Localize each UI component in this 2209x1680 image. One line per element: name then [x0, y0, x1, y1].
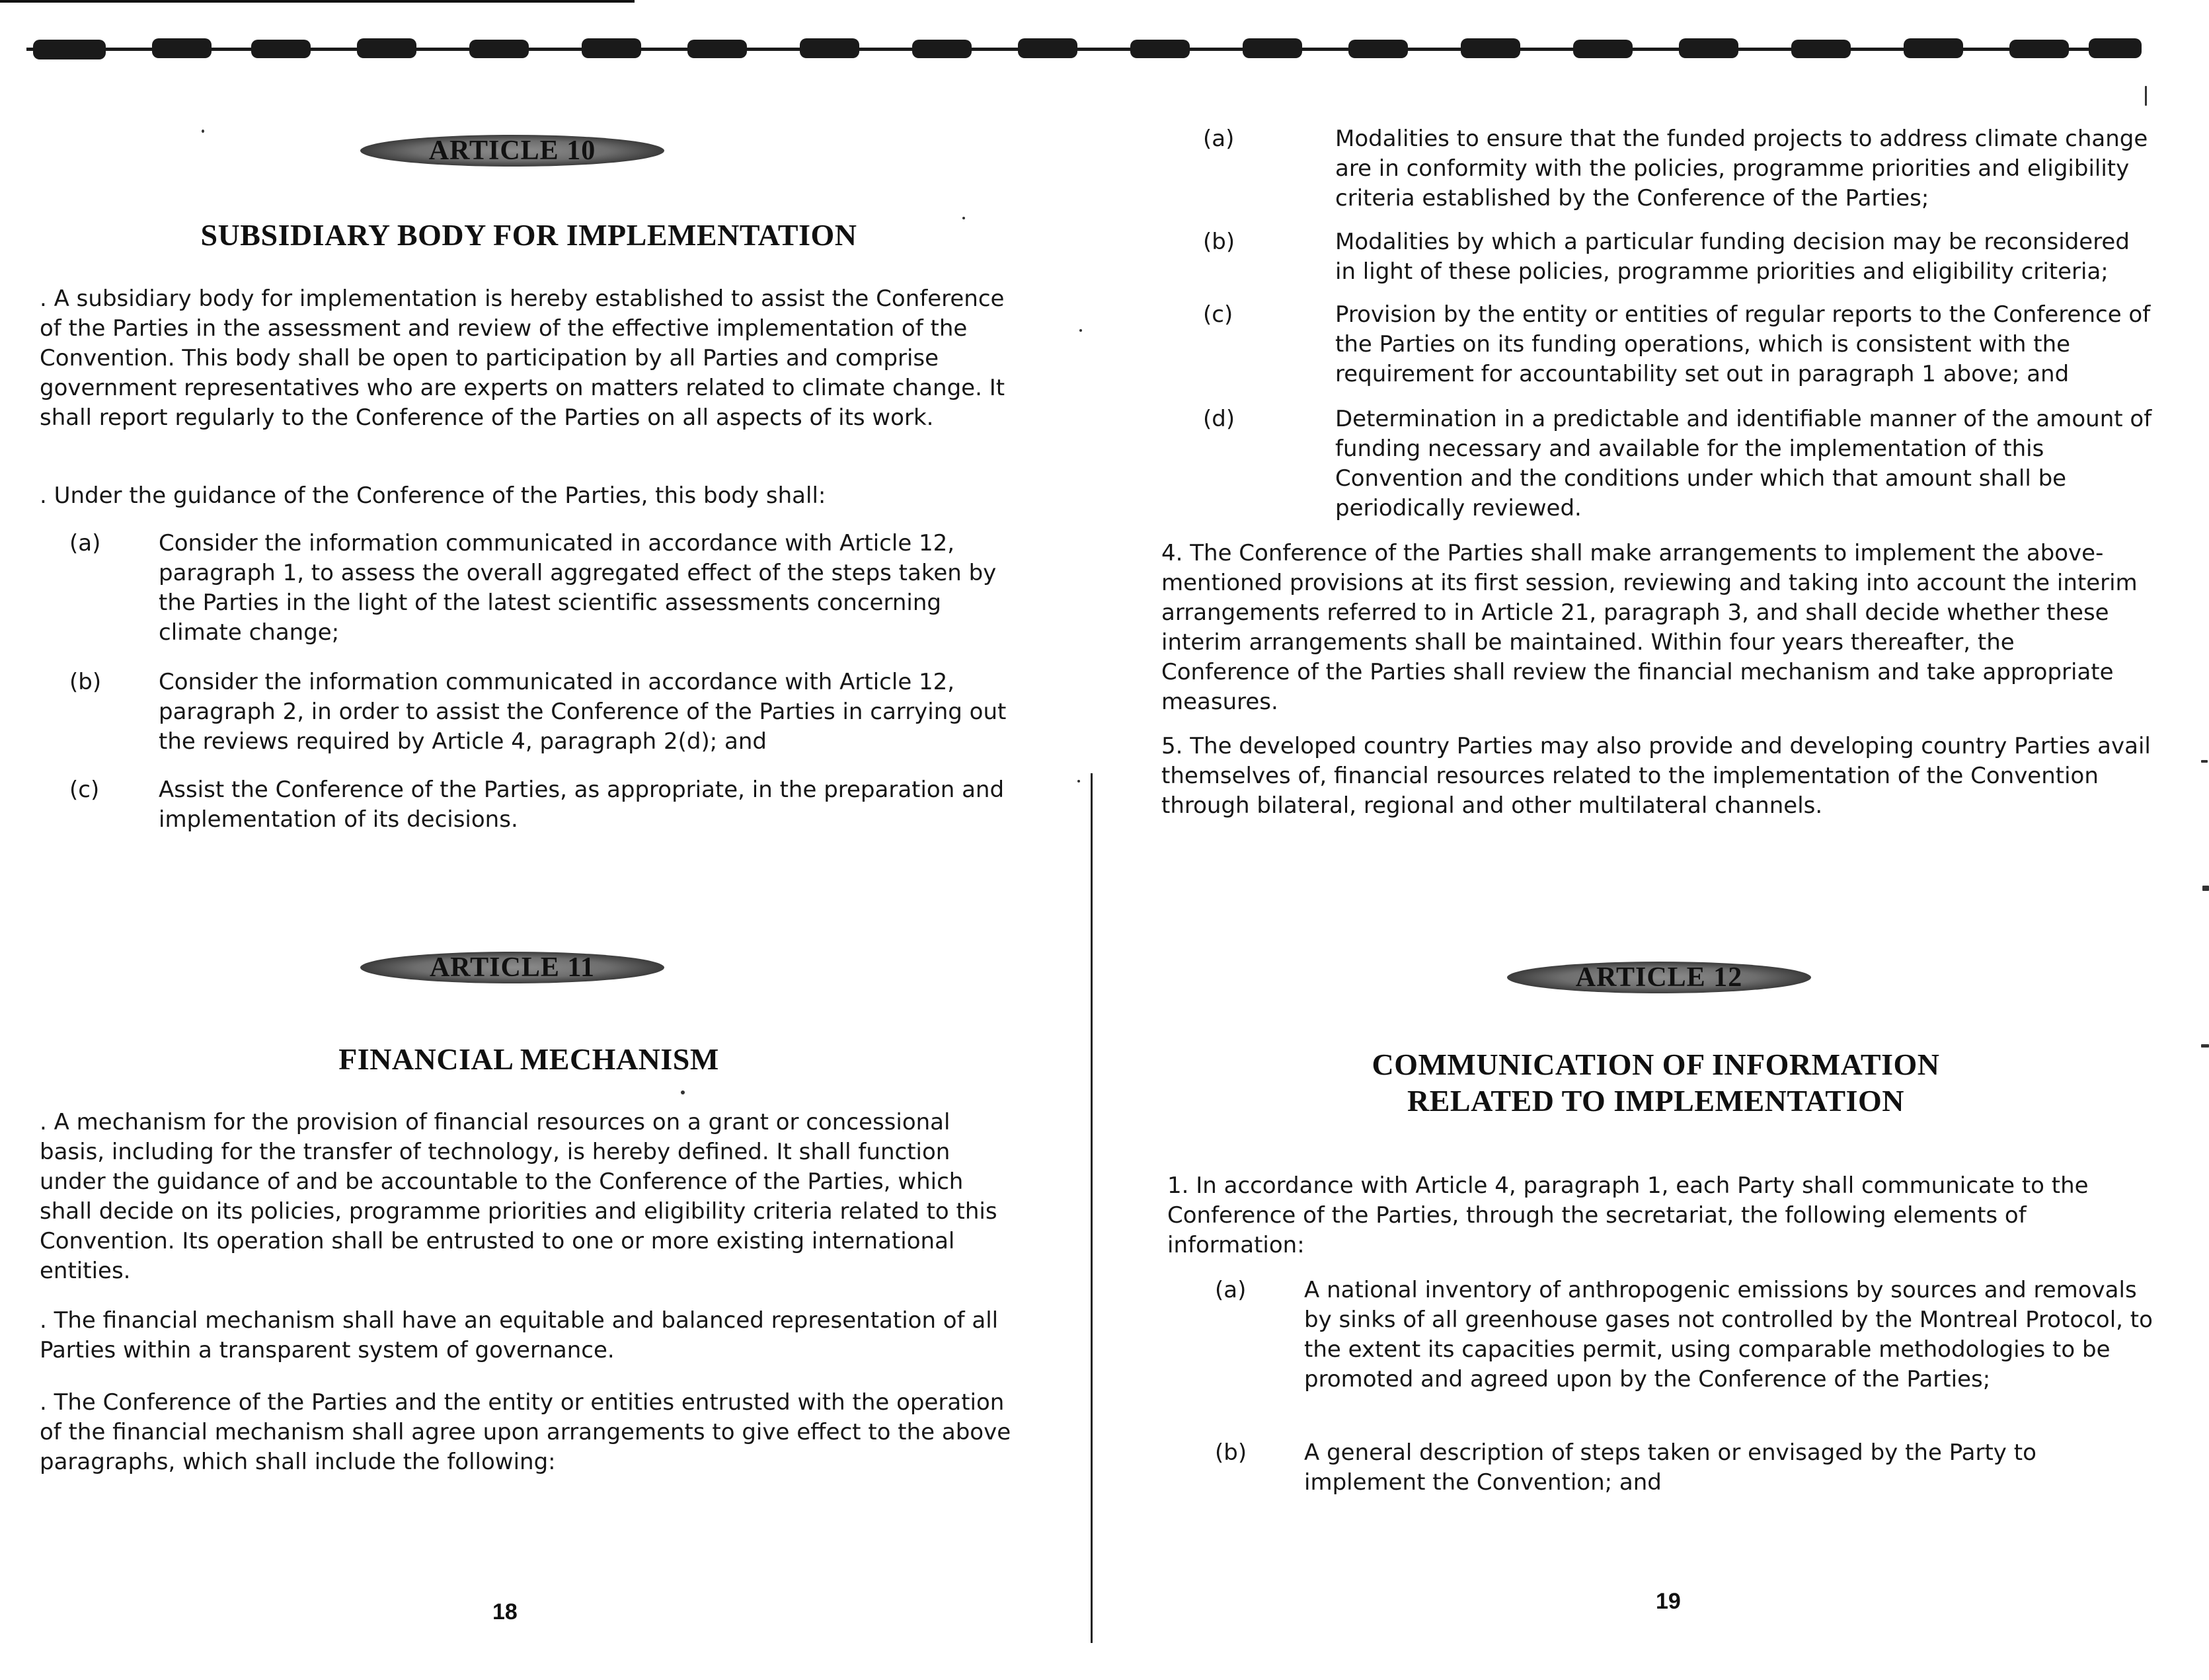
item-text: Assist the Conference of the Parties, as appropriate, in the preparation and implementation of its decisions.	[159, 777, 1005, 833]
right-page	[1157, 0, 2161, 1680]
scan-speck	[2145, 86, 2147, 106]
article-12-title-line-2: RELATED TO IMPLEMENTATION	[1407, 1084, 1905, 1118]
article-12-title-line-1: COMMUNICATION OF INFORMATION	[1372, 1048, 1940, 1081]
article-10-item-c	[69, 775, 1015, 833]
article-12-badge: ARTICLE 12	[1507, 962, 1811, 993]
article-10-title: SUBSIDIARY BODY FOR IMPLEMENTATION	[200, 218, 857, 252]
article-10-paragraph-2: . Under the guidance of the Conference of the Parties, this body shall:	[40, 482, 826, 509]
article-10-badge: ARTICLE 10	[360, 135, 664, 167]
article-11-item-d	[1203, 404, 2161, 521]
article-10-paragraph-1: . A subsidiary body for implementation is hereby established to assist the Conference of the Parties in the assessment and review of the effective implementation of the Convention. This body shall be open to participation by all Parties and comprise government representatives who are experts on matters related to climate change. It shall report regularly to the Conference of the Parties on all aspects of its work.	[40, 286, 1005, 431]
item-text: Provision by the entity or entities of regular reports to the Conference of the Parties on its funding operations, which is consistent with the requirement for accountability set out in paragraph 1 above; and	[1335, 301, 2151, 387]
article-11-badge: ARTICLE 11	[360, 952, 664, 983]
article-11-paragraph-4: 4. The Conference of the Parties shall make arrangements to implement the above-mentioned provisions at its first session, reviewing and taking into account the interim arrangements referred to in Article 21, paragraph 3, and shall decide whether these interim arrangements shall be maintained. Within four years thereafter, the Conference of the Parties shall review the financial mechanism and take appropriate measures.	[1161, 540, 2138, 715]
item-label: (b)	[1215, 1439, 1247, 1466]
item-text: Modalities by which a particular funding decision may be reconsidered in light of these policies, programme priorities and eligibility criteria;	[1335, 229, 2130, 285]
scan-speck	[202, 130, 204, 133]
article-11-title: FINANCIAL MECHANISM	[338, 1042, 719, 1076]
item-label: (b)	[1203, 229, 1235, 255]
item-label: (b)	[69, 669, 102, 695]
scan-speck	[1079, 329, 1082, 332]
scan-speck	[2201, 760, 2208, 763]
item-text: Modalities to ensure that the funded projects to address climate change are in conformity with the policies, programme priorities and eligibility criteria established by the Conference of the Parties;	[1335, 126, 2148, 211]
item-label: (c)	[69, 777, 100, 803]
article-12-item-b	[1215, 1438, 2160, 1496]
item-text: Determination in a predictable and identifiable manner of the amount of funding necessary and available for the implementation of this Convention and the conditions under which that amount shall be periodically reviewed.	[1335, 406, 2152, 521]
scan-speck	[2202, 886, 2209, 891]
article-11-paragraph-3: . The Conference of the Parties and the entity or entities entrusted with the operation of the financial mechanism shall agree upon arrangements to give effect to the above paragraphs, which shall include the following:	[40, 1389, 1011, 1475]
left-page	[33, 0, 1025, 1680]
item-text: A national inventory of anthropogenic emissions by sources and removals by sinks of all greenhouse gases not controlled by the Montreal Protocol, to the extent its capacities permit, using comparable methodologies to be promoted and agreed upon by the Conference of the Parties;	[1304, 1277, 2153, 1393]
article-11-item-c	[1203, 300, 2161, 387]
article-12-paragraph-1: 1. In accordance with Article 4, paragraph 1, each Party shall communicate to the Conference of the Parties, through the secretariat, the following elements of information:	[1167, 1172, 2089, 1258]
scan-speck	[962, 217, 965, 219]
page-number-left: 18	[492, 1599, 518, 1624]
article-11-item-a	[1203, 124, 2161, 211]
item-text: A general description of steps taken or envisaged by the Party to implement the Convention; and	[1304, 1439, 2036, 1496]
item-text: Consider the information communicated in accordance with Article 12, paragraph 1, to assess the overall aggregated effect of the steps taken by the Parties in the light of the latest scientific assessments concerning climate change;	[159, 530, 997, 646]
item-label: (a)	[69, 530, 101, 556]
page-gutter-line	[1091, 773, 1093, 1643]
article-11-paragraph-5: 5. The developed country Parties may also provide and developing country Parties avail themselves of, financial resources related to the implementation of the Convention through bilateral, regional and other multilateral channels.	[1161, 733, 2151, 819]
scan-speck	[1077, 780, 1080, 783]
scan-speck	[681, 1090, 685, 1094]
article-12-item-a	[1215, 1276, 2160, 1393]
article-11-item-b	[1203, 227, 2161, 285]
item-label: (a)	[1203, 126, 1235, 152]
scan-speck	[2201, 1044, 2209, 1048]
article-10-item-b	[69, 668, 1015, 755]
page-number-right: 19	[1656, 1589, 1681, 1614]
article-10-item-a	[69, 529, 1015, 646]
article-11-paragraph-1: . A mechanism for the provision of financial resources on a grant or concessional basis, including for the transfer of technology, is hereby defined. It shall function under the guidance of and be accountable to the Conference of the Parties, which shall decide on its policies, programme priorities and eligibility criteria related to this Convention. Its operation shall be entrusted to one or more existing international entities.	[40, 1109, 997, 1284]
article-11-paragraph-2: . The financial mechanism shall have an equitable and balanced representation of all Parties within a transparent system of governance.	[40, 1307, 999, 1363]
item-label: (a)	[1215, 1277, 1247, 1303]
item-label: (c)	[1203, 301, 1233, 328]
item-label: (d)	[1203, 406, 1235, 432]
item-text: Consider the information communicated in accordance with Article 12, paragraph 2, in order to assist the Conference of the Parties in carrying out the reviews required by Article 4, paragraph 2(d); and	[159, 669, 1007, 755]
